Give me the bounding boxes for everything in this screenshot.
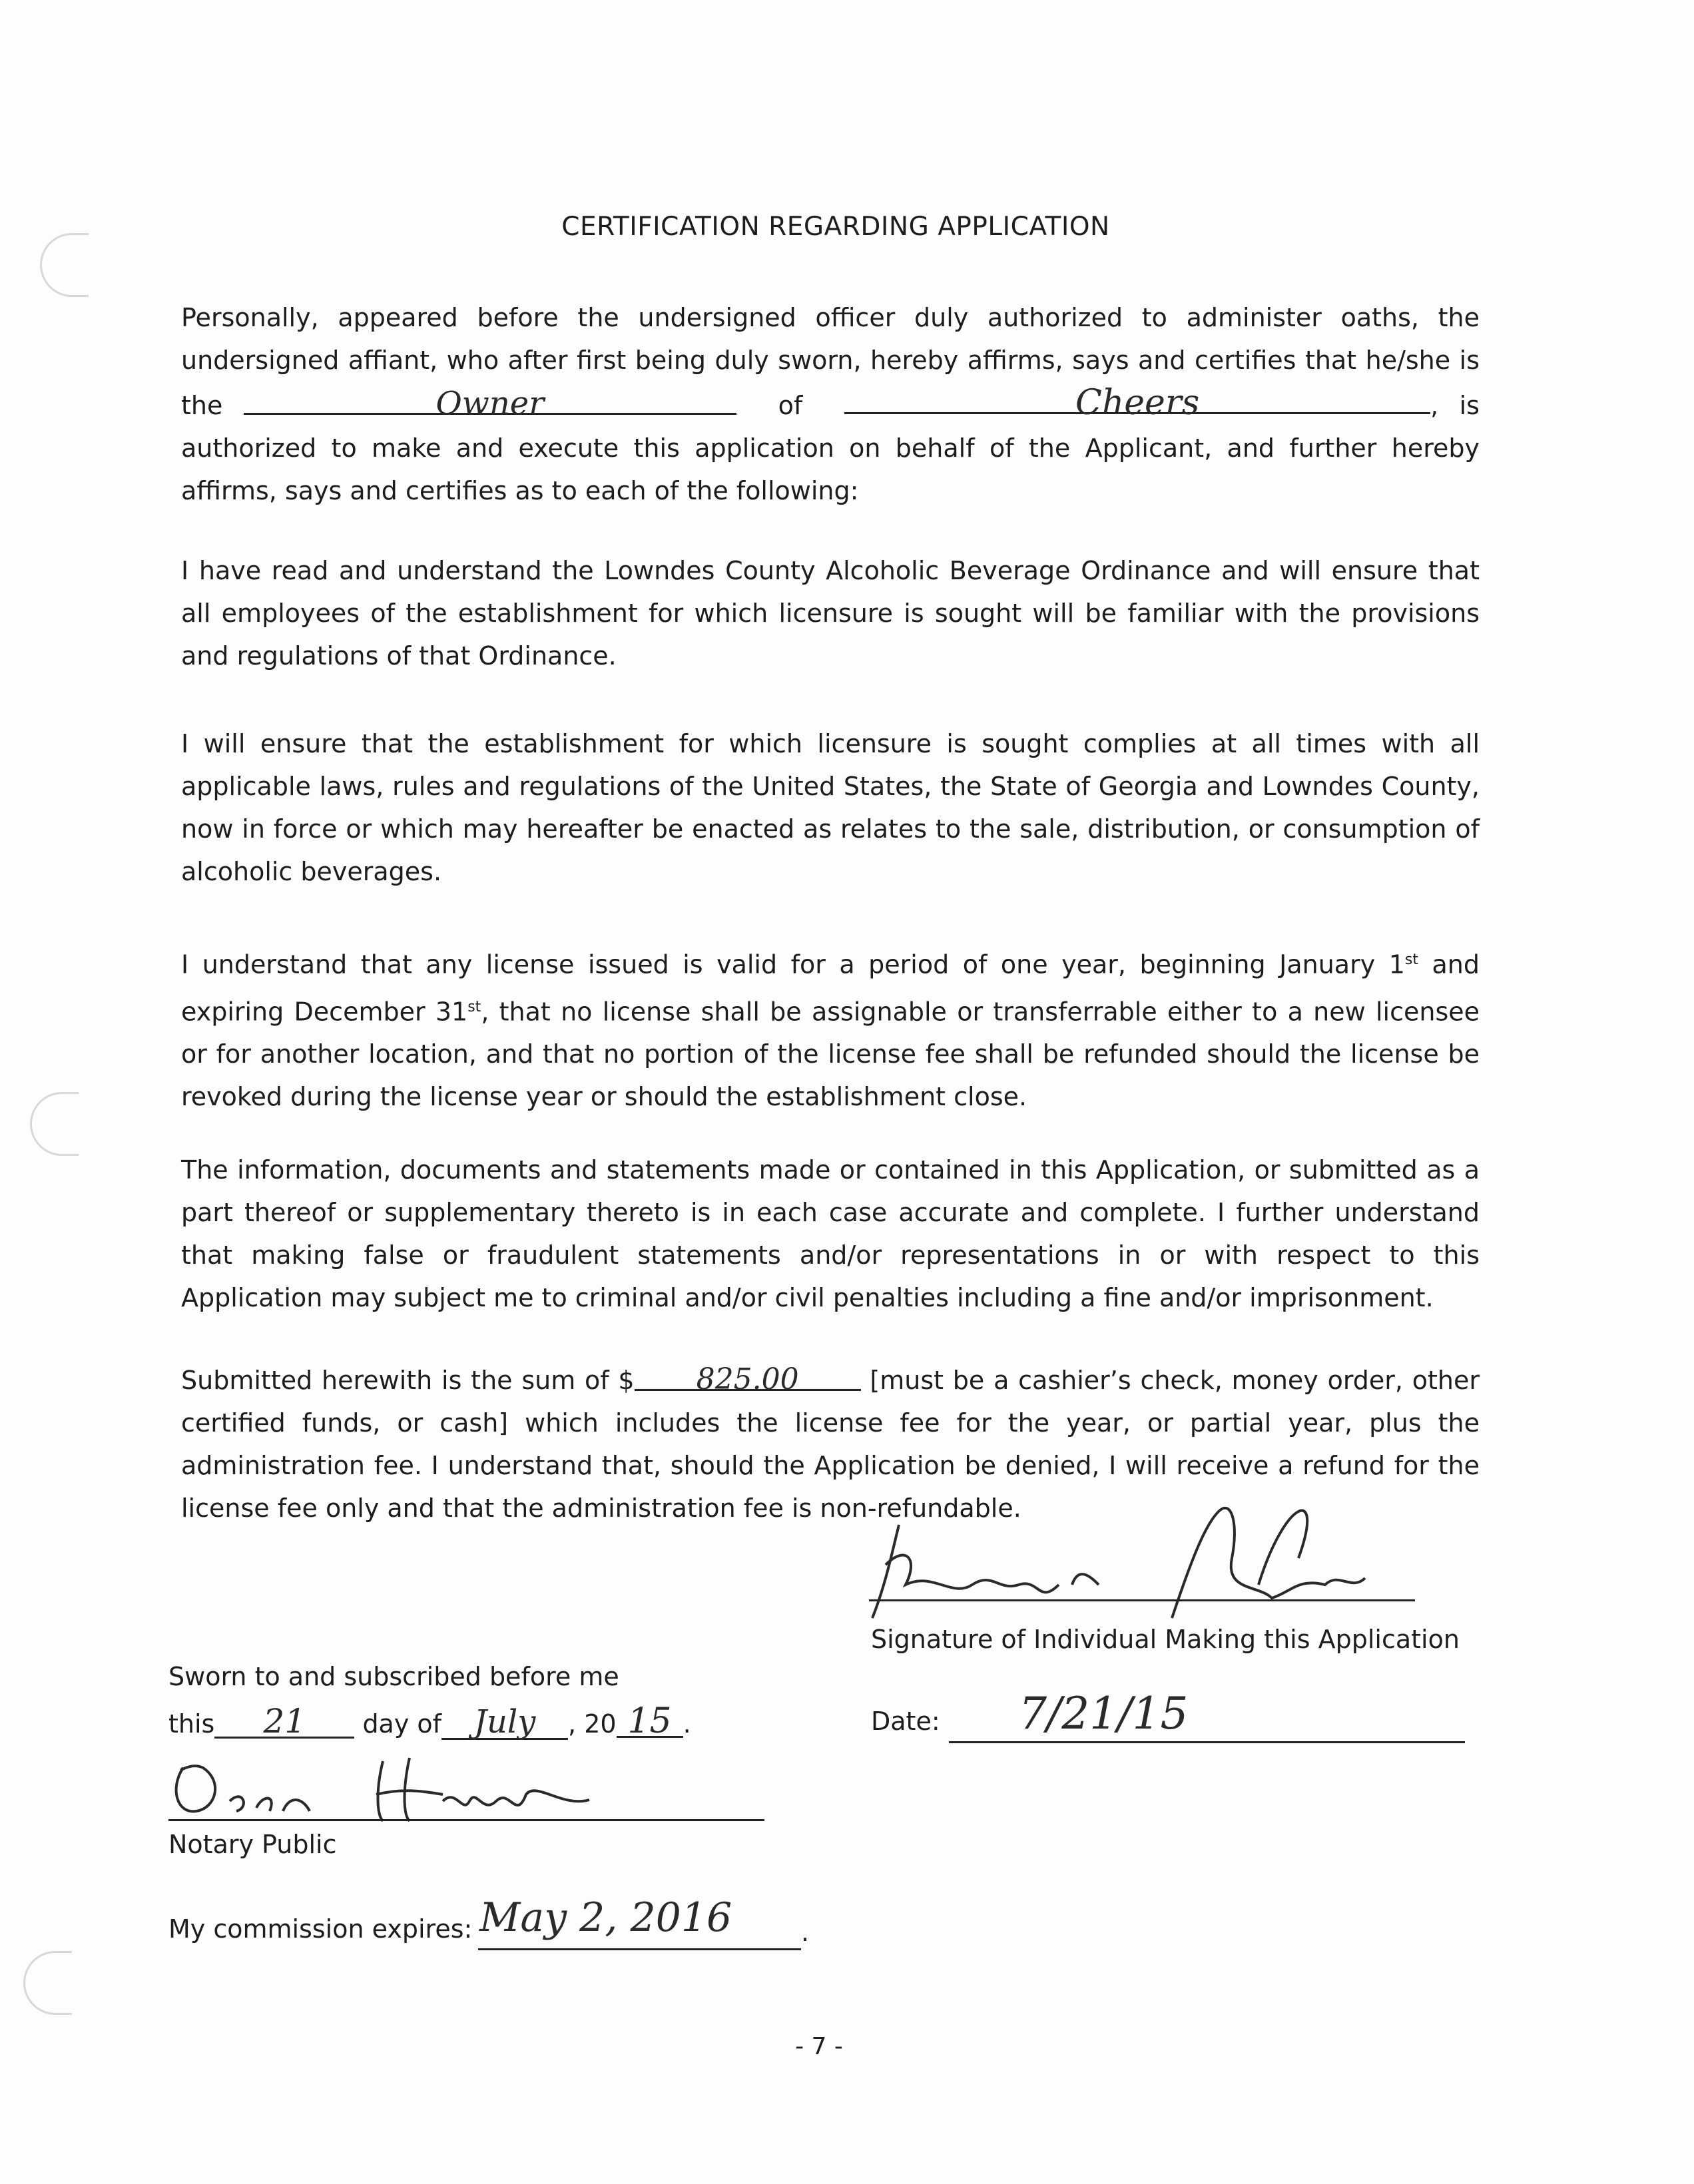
date-line [949,1741,1465,1743]
commission-label: My commission expires: [168,1914,473,1944]
signature-line [869,1599,1415,1601]
ordinance-paragraph: I have read and understand the Lowndes County Alcoholic Beverage Ordinance and will ensure that all employees of the establishment for which licensure is sought will be familiar with the provisions and regulations of that Ordinance. [181,556,1480,671]
of-label: of [778,391,803,420]
year-prefix: , 20 [568,1709,617,1739]
commission-value: May 2, 2016 [479,1894,732,1941]
compliance-paragraph: I will ensure that the establishment for which licensure is sought complies at all times with all applicable laws, rules and regulations of the United States, the State of Georgia and Lowndes County, now in force or which may hereafter be enacted as relates to the sale, distribution, or consumption of alcoholic beverages. [181,729,1480,886]
license-term-text-c: , that no license shall be assignable or transferrable either to a new licensee or for another location, and that no portion of the license fee shall be refunded should the license be revoked during the license year or should the establishment close. [181,997,1480,1112]
fee-text-a: Submitted herewith is the sum of $ [181,1366,635,1395]
punch-hole [30,1092,79,1156]
license-term-paragraph [181,939,1480,1118]
punch-hole [23,1951,72,2015]
license-term-text-a: I understand that any license issued is valid for a period of one year, beginning January 1 [181,950,1405,979]
document-title: CERTIFICATION REGARDING APPLICATION [561,212,1110,242]
company-field: Cheers [844,382,1430,414]
month-field: July [441,1703,568,1740]
intro-text-a: Personally, appeared before the undersigned officer duly authorized to administer oaths, the undersigned affiant, who after first being duly sworn, hereby affirms, says and certifies that he/she is the [181,303,1480,420]
notary-signature [163,1748,643,1828]
commission-line [478,1948,801,1950]
notary-label: Notary Public [168,1830,337,1859]
license-term-text-b: and expiring December 31 [181,950,1480,1027]
day-field: 21 [214,1702,354,1739]
punch-hole [40,233,89,297]
intro-text-b: , is authorized to make and execute this application on behalf of the Applicant, and further hereby affirms, says and certifies as to each of the following: [181,391,1480,505]
notary-signature-line [168,1819,764,1821]
intro-paragraph [181,296,1480,512]
this-label: this [168,1709,215,1739]
sworn-text: Sworn to and subscribed before me [168,1662,619,1691]
date-label: Date: [871,1707,940,1736]
fee-text-b: [must be a cashier’s check, money order, other certified funds, or cash] which includes the license fee for the year, or partial year, plus the administration fee. I understand that, should the Application be denied, I will receive a refund for the license fee only and that the administration fee is non-refundable. [181,1366,1480,1523]
signature-label: Signature of Individual Making this Application [871,1625,1460,1654]
day-of-label: day of [362,1709,442,1739]
commission-period: . [801,1918,810,1947]
year-period: . [683,1709,691,1739]
role-field: Owner [244,382,736,415]
ordinal-suffix: st [467,998,481,1015]
date-value: 7/21/15 [1019,1688,1189,1739]
ordinal-suffix: st [1404,952,1418,968]
sworn-date-line [168,1701,691,1740]
page-number: - 7 - [795,2033,843,2060]
fee-amount-field: 825.00 [635,1358,861,1391]
accuracy-paragraph: The information, documents and statements made or contained in this Application, or submitted as a part thereof or supplementary thereto is in each case accurate and complete. I further understand that making false or fraudulent statements and/or representations in or with respect to this Application may subject me to criminal and/or civil penalties including a fine and/or imprisonment. [181,1155,1480,1312]
applicant-signature [859,1485,1432,1638]
year-field: 15 [617,1701,683,1738]
